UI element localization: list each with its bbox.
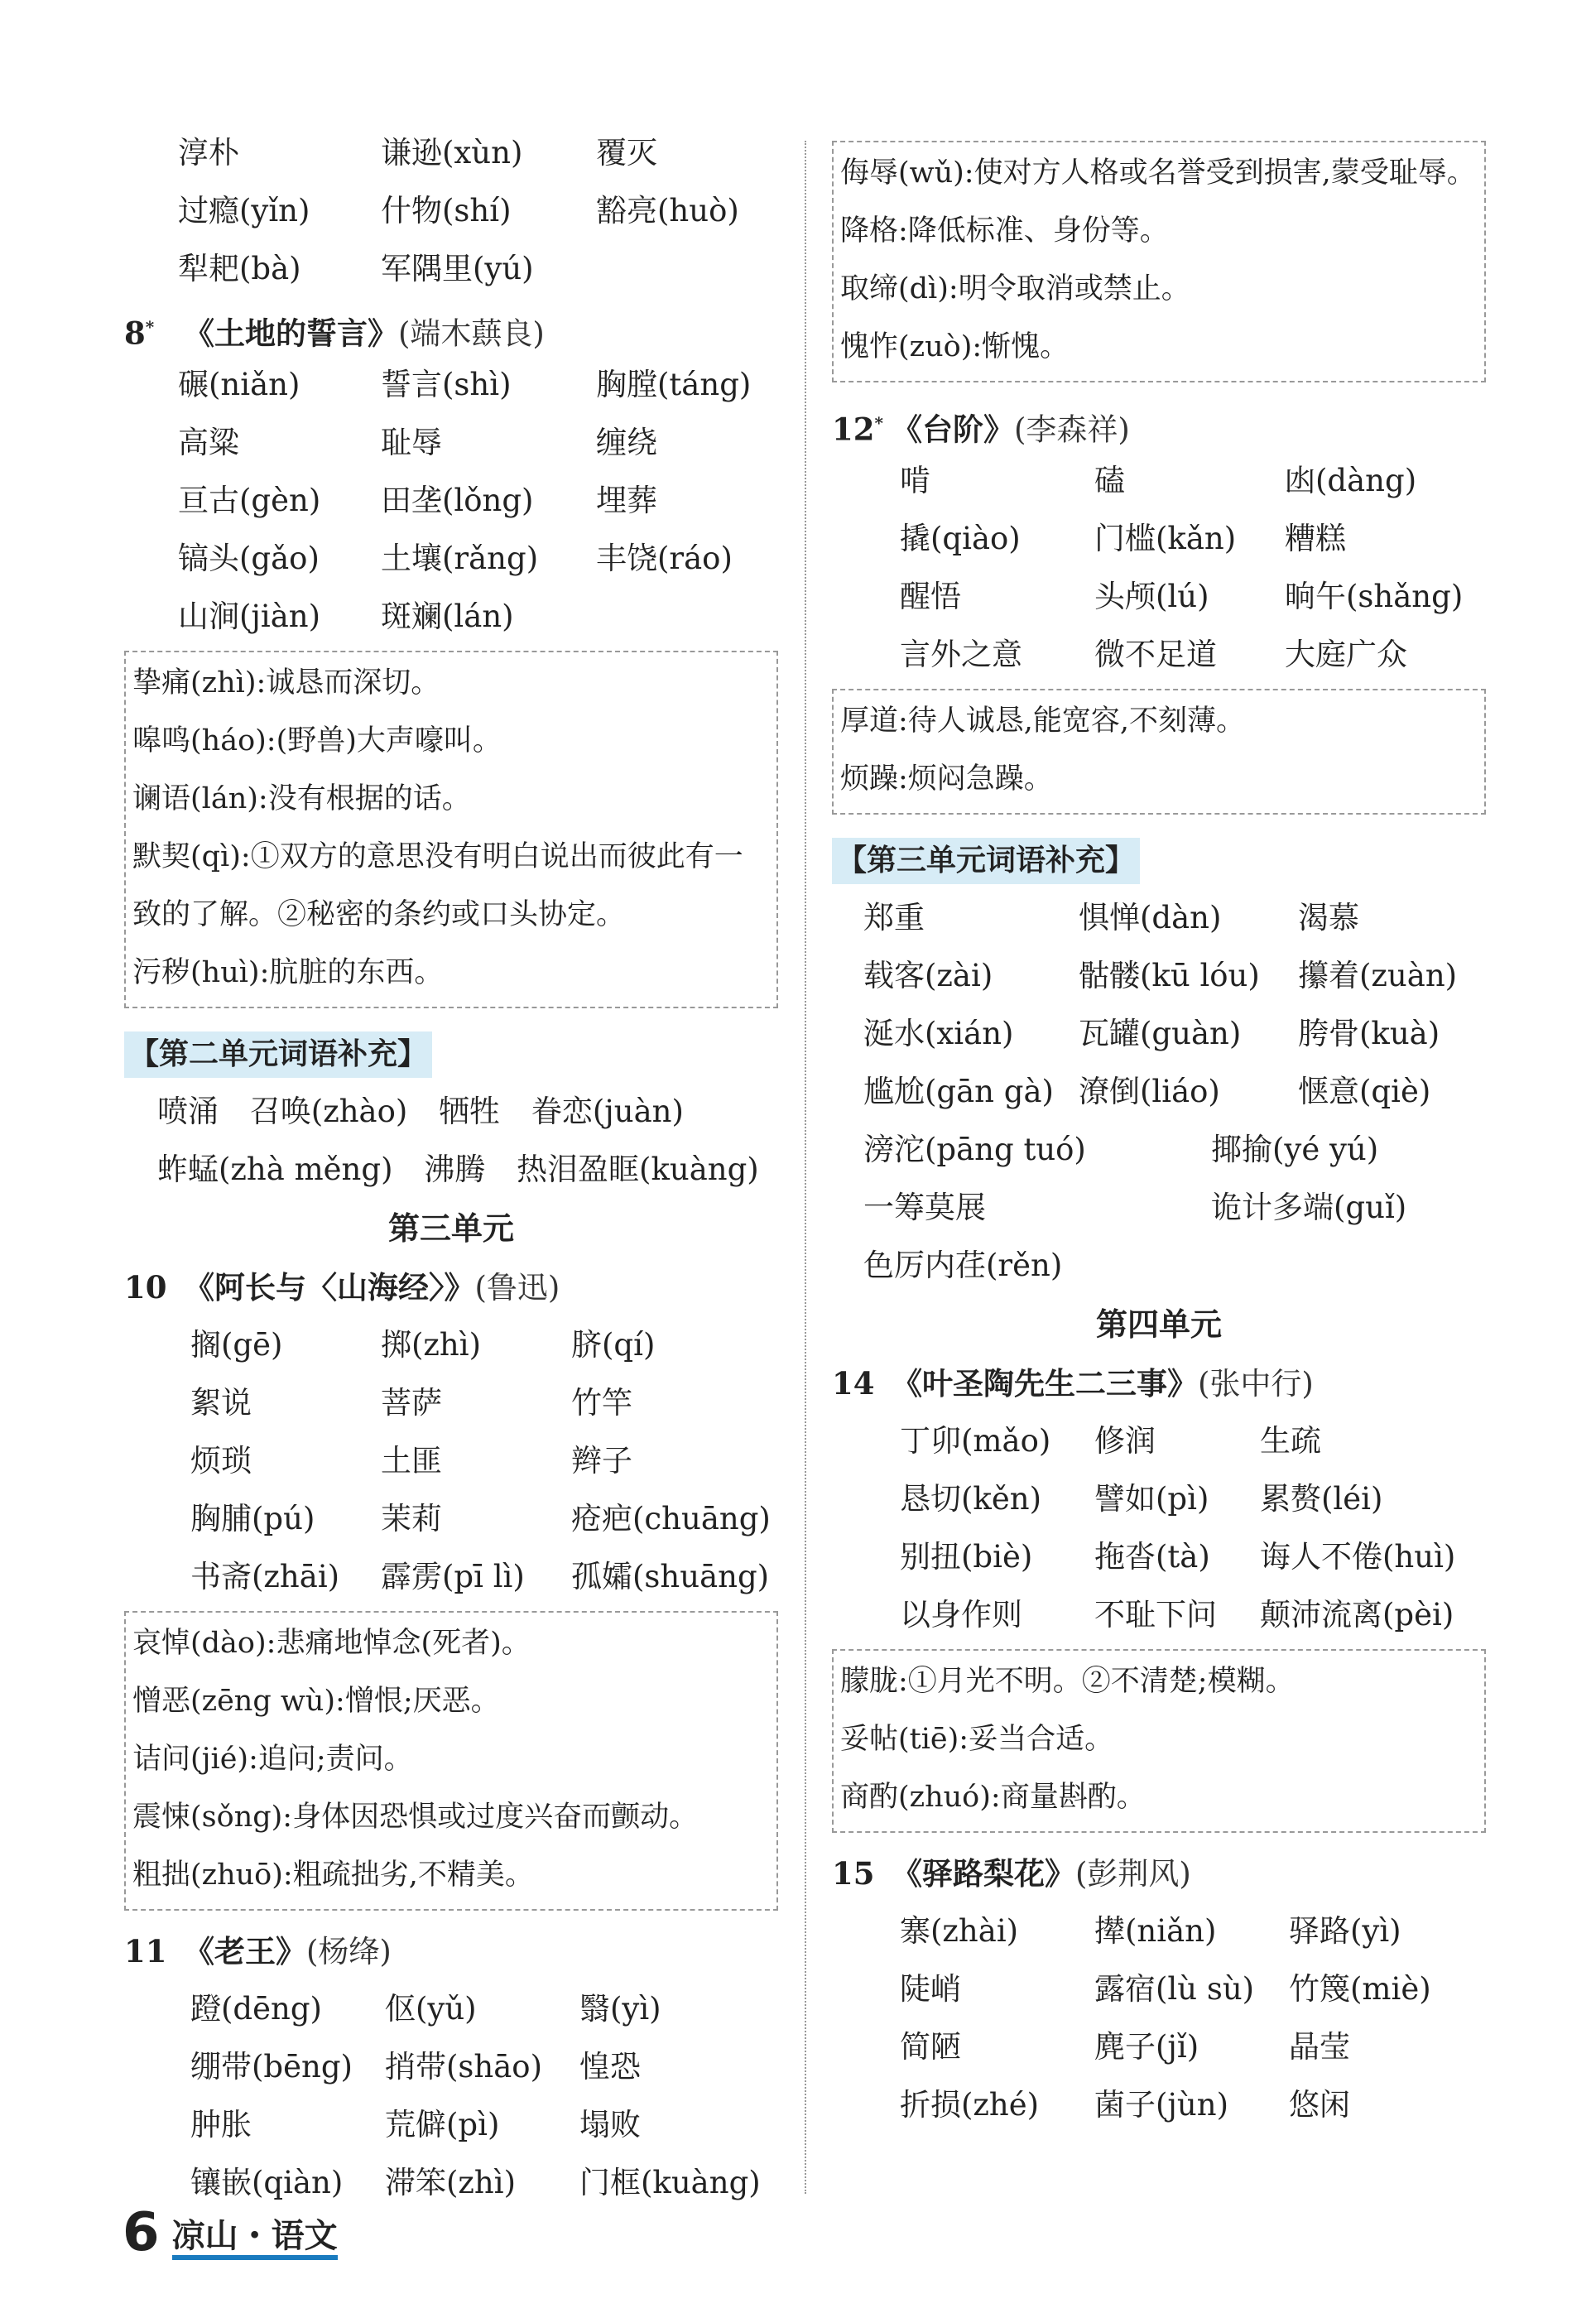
word: 田垄(lǒng) [381,483,534,518]
word: 孤孀(shuāng) [571,1559,770,1594]
word: 磕 [1094,463,1125,498]
word: 召唤(zhào) [249,1094,408,1129]
word: 镶嵌(qiàn) [190,2165,344,2200]
word: 惧惮(dàn) [1079,900,1222,935]
word: 载客(zài) [863,958,993,993]
lesson-title: 《阿长与〈山海经〉》 [184,1269,475,1306]
lesson-title: 《土地的誓言》 [184,315,398,352]
word: 搁(gē) [190,1327,283,1363]
lesson-title: 《台阶》 [892,411,1014,448]
word: 菌子(jùn) [1094,2087,1229,2123]
word: 晶莹 [1289,2029,1350,2065]
word: 不耻下问 [1094,1597,1217,1633]
unit-2-supplement-heading: 【第二单元词语补充】 [124,1031,432,1078]
word: 啃 [900,463,930,498]
word: 誓言(shì) [381,367,512,402]
word: 脐(qí) [571,1327,656,1363]
word: 辫子 [571,1443,632,1479]
lesson-author: (张中行) [1198,1366,1314,1402]
definition: 嗥鸣(háo):(野兽)大声嚎叫。 [132,724,502,757]
lesson-author: (杨绛) [306,1934,392,1969]
word: 露宿(lù sù) [1094,1971,1255,2007]
word: 伛(yǔ) [385,1991,477,2027]
word-row [157,1083,778,1141]
word: 累赘(léi) [1260,1481,1383,1517]
lesson-12-words [900,452,1486,684]
lesson-author: (彭荆风) [1075,1856,1191,1892]
lesson-title: 《叶圣陶先生二三事》 [892,1365,1198,1402]
word: 揶揄(yé yú) [1211,1132,1379,1167]
word: 埋葬 [596,483,657,518]
word: 攥着(zuàn) [1298,958,1458,993]
word: 荒僻(pì) [385,2107,500,2142]
word: 肿胀 [190,2107,252,2142]
word: 凼(dàng) [1285,463,1417,498]
definition: 烦躁:烦闷急躁。 [840,762,1053,796]
word: 书斋(zhāi) [190,1559,340,1594]
word: 简陋 [900,2029,961,2065]
lesson-10-heading [124,1258,778,1316]
word: 麂子(jǐ) [1094,2029,1199,2065]
word: 热泪盈眶(kuàng) [517,1152,759,1187]
definition: 取缔(dì):明令取消或禁止。 [840,272,1190,305]
definition: 愧怍(zuò):惭愧。 [840,330,1070,363]
word: 潦倒(liáo) [1079,1074,1220,1109]
word: 军隅里(yú) [381,251,534,286]
word: 拖沓(tà) [1094,1539,1210,1575]
word: 塌败 [579,2107,641,2142]
word: 缠绕 [596,425,657,460]
word: 胯骨(kuà) [1298,1016,1440,1051]
word: 镐头(gǎo) [178,541,320,576]
definition: 默契(qì):①双方的意思没有明白说出而彼此有一致的了解。②秘密的条约或口头协定。 [132,840,743,931]
lesson-number: 15 [832,1855,875,1892]
word: 修润 [1094,1423,1156,1459]
word: 胸脯(pú) [190,1501,315,1536]
word: 骷髅(kū lóu) [1079,958,1260,993]
word: 悠闲 [1289,2087,1350,2123]
definition: 降格:降低标准、身份等。 [840,214,1169,248]
lesson-10-words [190,1316,778,1606]
word: 犁耙(bà) [178,251,301,286]
lesson-12-heading [832,394,1486,452]
word: 绷带(bēng) [190,2049,353,2085]
word: 撬(qiào) [900,521,1021,556]
definition: 憎恶(zēng wù):憎恨;厌恶。 [132,1685,500,1718]
word: 斑斓(lán) [381,599,514,634]
word: 以身作则 [900,1597,1022,1633]
lesson-author: (李森祥) [1014,411,1130,448]
word: 高粱 [178,425,239,460]
word: 醒悟 [900,579,961,614]
left-column [124,124,778,2212]
definition: 朦胧:①月光不明。②不清楚;模糊。 [840,1665,1295,1698]
word: 竹篾(miè) [1289,1971,1431,2007]
word: 瓦罐(guàn) [1079,1016,1242,1051]
lesson-author: (端木蕻良) [398,315,545,352]
word: 亘古(gèn) [178,483,321,518]
word: 山涧(jiàn) [178,599,321,634]
word: 生疏 [1260,1423,1321,1459]
word: 尴尬(gān gà) [863,1074,1054,1109]
word: 什物(shí) [381,193,512,228]
lesson-14-heading [832,1354,1486,1412]
definition: 商酌(zhuó):商量斟酌。 [840,1781,1146,1814]
word: 撵(niǎn) [1094,1913,1217,1949]
definition: 厚道:待人诚恳,能宽容,不刻薄。 [840,704,1246,738]
word: 霹雳(pī lì) [381,1559,525,1594]
word: 菩萨 [381,1385,442,1421]
lesson-number: 8* [124,315,155,352]
word: 淳朴 [178,135,239,171]
lesson-number: 11 [124,1933,167,1969]
lesson-8-heading [124,298,778,356]
word: 别扭(biè) [900,1539,1033,1575]
unit-3-heading: 第三单元 [387,1210,514,1247]
word: 惶恐 [579,2049,641,2085]
word: 蚱蜢(zhà měng) [157,1152,393,1187]
word: 糟糕 [1285,521,1346,556]
word: 折损(zhé) [900,2087,1040,2123]
definition: 哀悼(dào):悲痛地悼念(死者)。 [132,1627,531,1660]
word: 诲人不倦(huì) [1260,1539,1456,1575]
word: 掷(zhì) [381,1327,482,1363]
word: 渴慕 [1298,900,1359,935]
lesson-8-definitions [124,651,778,1008]
word: 一筹莫展 [863,1190,986,1225]
word: 丰饶(ráo) [596,541,733,576]
top-word-grid [178,124,778,298]
word: 丁卯(mǎo) [900,1423,1051,1459]
definition: 粗拙(zhuō):粗疏拙劣,不精美。 [132,1859,534,1892]
word: 谦逊(xùn) [381,135,523,171]
word: 捎带(shāo) [385,2049,543,2085]
lesson-8-words [178,356,778,646]
lesson-number: 10 [124,1269,167,1306]
page-footer [123,2202,338,2263]
lesson-15-words [900,1902,1486,2134]
page-number: 6 [123,2202,160,2263]
definition: 谰语(lán):没有根据的话。 [132,782,471,815]
word: 恳切(kěn) [900,1481,1042,1517]
word: 眷恋(juàn) [531,1094,684,1129]
word: 翳(yì) [579,1991,661,2027]
word: 门框(kuàng) [579,2165,761,2200]
word: 茉莉 [381,1501,442,1536]
lesson-number: 14 [832,1365,875,1402]
word: 覆灭 [596,135,657,171]
word: 微不足道 [1094,637,1217,672]
word: 寨(zhài) [900,1913,1019,1949]
lesson-14-definitions [832,1649,1486,1833]
word: 沸腾 [424,1152,486,1187]
word: 烦琐 [190,1443,252,1479]
word: 碾(niǎn) [178,367,300,402]
word: 蹬(dēng) [190,1991,322,2027]
word: 豁亮(huò) [596,193,739,228]
lesson-number: 12* [832,411,883,448]
word: 疮疤(chuāng) [571,1501,771,1536]
unit-3-supplement-words [863,889,1486,1121]
word: 土匪 [381,1443,442,1479]
lesson-title: 《老王》 [184,1933,306,1969]
lesson-11-heading [124,1922,778,1980]
definition: 污秽(huì):肮脏的东西。 [132,956,444,989]
definition: 诘问(jié):追问;责问。 [132,1743,413,1776]
lesson-14-words [900,1412,1486,1644]
word: 颠沛流离(pèi) [1260,1597,1454,1633]
lesson-title: 《驿路梨花》 [892,1855,1075,1892]
word: 大庭广众 [1285,637,1407,672]
word: 诡计多端(guǐ) [1211,1190,1407,1225]
word: 滞笨(zhì) [385,2165,517,2200]
word: 色厉内荏(rěn) [863,1248,1063,1283]
lesson-12-definitions [832,689,1486,815]
lesson-10-definitions [124,1611,778,1911]
lesson-15-heading [832,1844,1486,1902]
unit-4-heading: 第四单元 [1095,1306,1222,1343]
lesson-author: (鲁迅) [474,1270,560,1306]
word: 牺牲 [439,1094,501,1129]
unit-3-supplement-words-2 [863,1121,1486,1295]
word: 门槛(kǎn) [1094,521,1237,556]
unit-2-supplement-words [157,1083,778,1199]
word: 惬意(qiè) [1298,1074,1431,1109]
word: 喷涌 [157,1094,219,1129]
word: 胸膛(táng) [596,367,752,402]
book-label: 凉山・语文 [172,2217,338,2260]
word: 言外之意 [900,637,1022,672]
word: 过瘾(yǐn) [178,193,310,228]
definition: 妥帖(tiē):妥当合适。 [840,1723,1114,1756]
unit-3-supplement-heading: 【第三单元词语补充】 [832,838,1140,884]
right-column [832,141,1486,2134]
word: 涎水(xián) [863,1016,1014,1051]
definition: 挚痛(zhì):诚恳而深切。 [132,666,440,700]
word: 郑重 [863,900,925,935]
word: 絮说 [190,1385,252,1421]
word: 竹竿 [571,1385,632,1421]
lesson-11-definitions [832,141,1486,382]
definition: 侮辱(wǔ):使对方人格或名誉受到损害,蒙受耻辱。 [840,156,1476,190]
word: 头颅(lú) [1094,579,1209,614]
word: 譬如(pì) [1094,1481,1209,1517]
word-row [157,1141,778,1199]
word: 滂沱(pāng tuó) [863,1132,1086,1167]
word: 晌午(shǎng) [1285,579,1464,614]
word: 耻辱 [381,425,442,460]
word: 土壤(rǎng) [381,541,539,576]
lesson-11-words [190,1980,778,2212]
definition: 震悚(sǒng):身体因恐惧或过度兴奋而颤动。 [132,1801,699,1834]
word: 陡峭 [900,1971,961,2007]
word: 驿路(yì) [1289,1913,1401,1949]
